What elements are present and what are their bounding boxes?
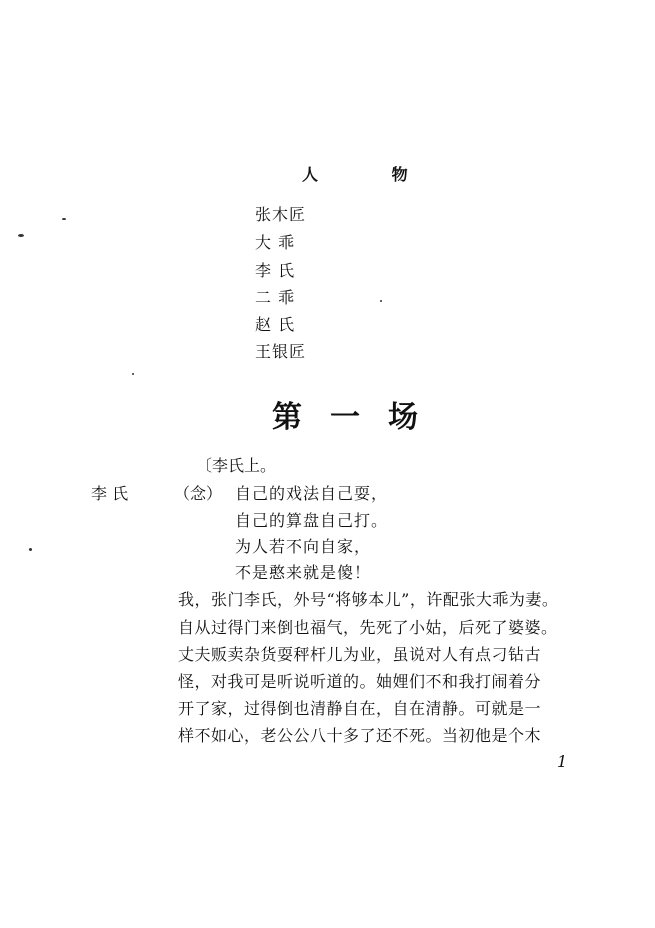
cast-member: 李 氏 [255, 261, 296, 280]
prose-line: 我，张门李氏，外号“将够本儿”，许配张大乖为妻。 [178, 590, 559, 609]
verse-line: 自己的算盘自己打。 [235, 511, 389, 530]
prose-line: 丈夫贩卖杂货耍秤杆儿为业，虽说对人有点刁钻古 [178, 645, 542, 664]
scan-speck [62, 218, 66, 220]
cast-member: 王银匠 [255, 342, 307, 361]
prose-line: 开了家，过得倒也清静自在，自在清静。可就是一 [178, 699, 542, 718]
cast-member: 大 乖 [255, 233, 296, 252]
scan-speck [29, 548, 32, 551]
scan-speck [380, 300, 382, 302]
prose-line: 自从过得门来倒也福气，先死了小姑，后死了婆婆。 [178, 618, 558, 637]
verse-line: 不是憨来就是傻！ [235, 563, 372, 582]
speaker-name: 李 氏 [91, 484, 129, 503]
speaker-cue: （念） [174, 484, 223, 503]
verse-line: 为人若不向自家， [235, 537, 372, 556]
stage-direction: 〔李氏上。 [196, 456, 277, 475]
scan-speck [132, 373, 134, 375]
cast-member: 二 乖 [255, 288, 296, 307]
cast-member: 赵 氏 [255, 315, 296, 334]
scene-title: 第一场 [272, 400, 446, 435]
cast-member: 张木匠 [255, 205, 307, 224]
verse-line: 自己的戏法自己耍， [235, 484, 389, 503]
scan-speck [18, 234, 24, 237]
prose-line: 样不如心，老公公八十多了还不死。当初他是个木 [178, 726, 542, 745]
prose-line: 怪，对我可是听说听道的。妯娌们不和我打闹着分 [178, 672, 542, 691]
cast-heading: 人 物 [302, 165, 442, 184]
page-number: 1 [557, 752, 568, 771]
